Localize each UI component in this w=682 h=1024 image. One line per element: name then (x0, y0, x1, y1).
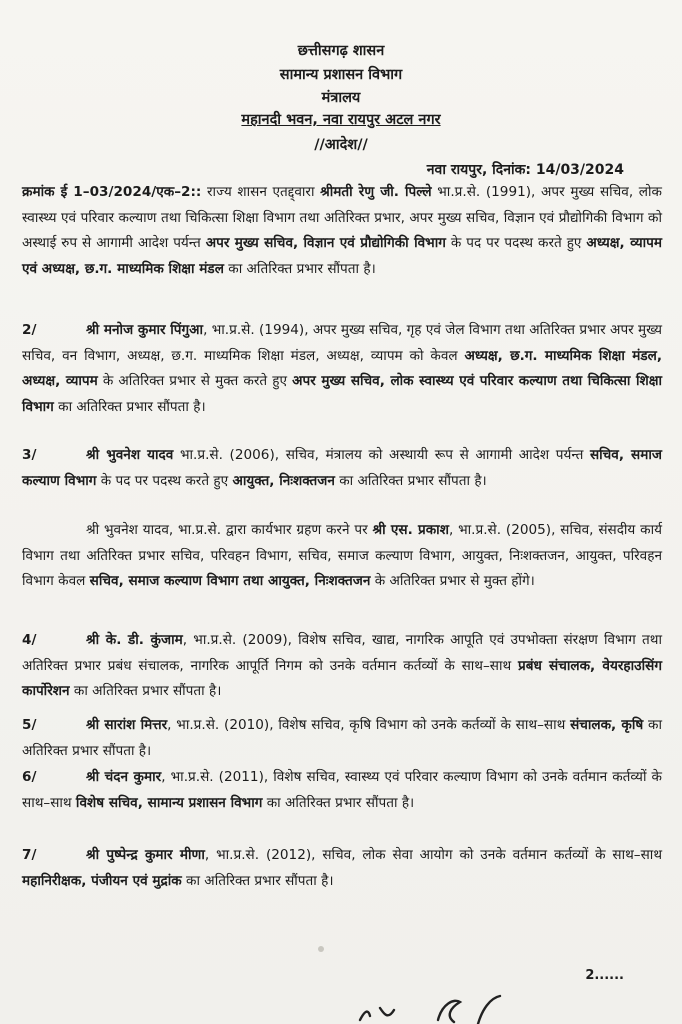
para-text: का अतिरिक्त प्रभार सौंपता है। (53, 398, 206, 415)
para-text: , भा.प्र.से. (2011), विशेष सचिव, स्वास्थ्य एवं परिवार कल्याण विभाग को उनके वर्तमान कर्तव्यों के साथ–साथ (22, 769, 662, 811)
paragraph-number: 3/ (22, 447, 37, 463)
para-text: श्री भुवनेश यादव, भा.प्र.से. द्वारा कार्यभार ग्रहण करने पर (86, 522, 373, 538)
paragraph-7 (22, 843, 662, 894)
paragraph-2 (22, 318, 662, 420)
para-text: , भा.प्र.से. (2005), सचिव, संसदीय कार्य विभाग तथा अतिरिक्त प्रभार सचिव, परिवहन विभाग, सचिव, समाज कल्याण विभाग, आयुक्त, निःशक्तजन, आयुक्त, परिवहन विभाग केवल (22, 522, 662, 589)
para-text: का अतिरिक्त प्रभार सौंपता है। (223, 260, 376, 277)
para-text: का अतिरिक्त प्रभार सौंपता है। (69, 683, 222, 699)
officer-name: श्री एस. प्रकाश (372, 522, 449, 538)
signature (350, 990, 520, 1024)
para-text: राज्य शासन एतद्द्वारा (201, 184, 321, 200)
officer-name: श्री चंदन कुमार (86, 769, 162, 785)
relieved-charge: अध्यक्ष, छ.ग. माध्यमिक शिक्षा मंडल, अध्यक्ष, व्यापम (22, 347, 662, 389)
additional-charge: अपर मुख्य सचिव, लोक स्वास्थ्य एवं परिवार कल्याण तथा चिकित्सा शिक्षा विभाग (22, 373, 662, 415)
posting: सचिव, समाज कल्याण विभाग (22, 447, 662, 489)
officer-name: श्री के. डी. कुंजाम (86, 632, 183, 648)
paragraph-6 (22, 765, 662, 816)
paragraph-3-continued (22, 518, 662, 595)
paragraph-1 (22, 180, 662, 282)
place-date: नवा रायपुर, दिनांक: 14/03/2024 (426, 162, 624, 178)
paragraph-number: 7/ (22, 847, 37, 863)
para-text: , भा.प्र.से. (2010), विशेष सचिव, कृषि विभाग को उनके कर्तव्यों के साथ–साथ (167, 717, 571, 733)
paragraph-4 (22, 628, 662, 705)
para-text: , भा.प्र.से. (2012), सचिव, लोक सेवा आयोग को उनके वर्तमान कर्तव्यों के साथ–साथ (204, 847, 663, 863)
para-text: के पद पर पदस्थ करते हुए (96, 472, 233, 489)
para-text: का अतिरिक्त प्रभार सौंपता है। (22, 717, 662, 759)
order-reference: क्रमांक ई 1–03/2024/एक–2:: (22, 184, 202, 200)
officer-name: श्री भुवनेश यादव (86, 447, 174, 463)
para-text: , भा.प्र.से. (1994), अपर मुख्य सचिव, गृह एवं जेल विभाग तथा अतिरिक्त प्रभार अपर मुख्य सचिव, वन विभाग, अध्यक्ष, छ.ग. माध्यमिक शिक्षा मंडल, अध्यक्ष, व्यापम को केवल (22, 322, 663, 364)
additional-charge: विशेष सचिव, सामान्य प्रशासन विभाग (75, 794, 263, 811)
para-text: के पद पर पदस्थ करते हुए (445, 235, 587, 251)
para-text: भा.प्र.से. (2006), सचिव, मंत्रालय को अस्थायी रूप से आगामी आदेश पर्यन्त (173, 447, 590, 463)
officer-name: श्री मनोज कुमार पिंगुआ (86, 322, 204, 338)
paragraph-number: 2/ (22, 322, 37, 338)
page-number: 2...... (585, 968, 624, 983)
officer-name: श्री पुष्पेन्द्र कुमार मीणा (86, 847, 205, 863)
additional-charge: अध्यक्ष, व्यापम एवं अध्यक्ष, छ.ग. माध्यमिक शिक्षा मंडल (22, 235, 662, 277)
paragraph-number: 5/ (22, 717, 37, 733)
header-department: सामान्य प्रशासन विभाग (279, 67, 403, 83)
header-government: छत्तीसगढ़ शासन (297, 43, 385, 59)
header-ministry: मंत्रालय (321, 90, 361, 106)
para-text: के अतिरिक्त प्रभार से मुक्त होंगे। (370, 573, 535, 589)
paragraph-3 (22, 443, 662, 494)
para-text: , भा.प्र.से. (2009), विशेष सचिव, खाद्य, नागरिक आपूति एवं उपभोक्ता संरक्षण विभाग तथा अतिरिक्त प्रभार प्रबंध संचालक, नागरिक आपूर्ति निगम को उनके वर्तमान कर्तव्यों के साथ–साथ (22, 632, 662, 674)
order-heading: //आदेश// (314, 137, 368, 153)
para-text: का अतिरिक्त प्रभार सौंपता है। (181, 872, 334, 889)
para-text: का अतिरिक्त प्रभार सौंपता है। (334, 472, 487, 489)
officer-name: श्रीमती रेणु जी. पिल्ले (320, 184, 432, 200)
paragraph-5 (22, 713, 662, 764)
relieved-charge: सचिव, समाज कल्याण विभाग तथा आयुक्त, निःशक्तजन (89, 573, 371, 589)
paragraph-number: 4/ (22, 632, 37, 648)
officer-name: श्री सारांश मित्तर (86, 717, 168, 733)
posting: अपर मुख्य सचिव, विज्ञान एवं प्रौद्योगिकी विभाग (205, 235, 446, 251)
paragraph-number: 6/ (22, 769, 37, 785)
paper-mark (318, 946, 324, 952)
para-text: के अतिरिक्त प्रभार से मुक्त करते हुए (97, 373, 293, 389)
para-text: का अतिरिक्त प्रभार सौंपता है। (262, 794, 415, 811)
header-address: महानदी भवन, नवा रायपुर अटल नगर (241, 112, 441, 128)
additional-charge: संचालक, कृषि (570, 717, 644, 733)
para-text: भा.प्र.से. (1991), अपर मुख्य सचिव, लोक स्वास्थ्य एवं परिवार कल्याण तथा चिकित्सा शिक्षा विभाग तथा अतिरिक्त प्रभार, अपर मुख्य सचिव, विज्ञान एवं प्रौद्योगिकी विभाग को अस्थाई रुप से आगामी आदेश पर्यन्त (22, 184, 662, 251)
additional-charge: महानिरीक्षक, पंजीयन एवं मुद्रांक (22, 872, 182, 889)
additional-charge: प्रबंध संचालक, वेयरहाउसिंग कार्पोरेशन (22, 657, 662, 699)
additional-charge: आयुक्त, निःशक्तजन (232, 472, 335, 489)
